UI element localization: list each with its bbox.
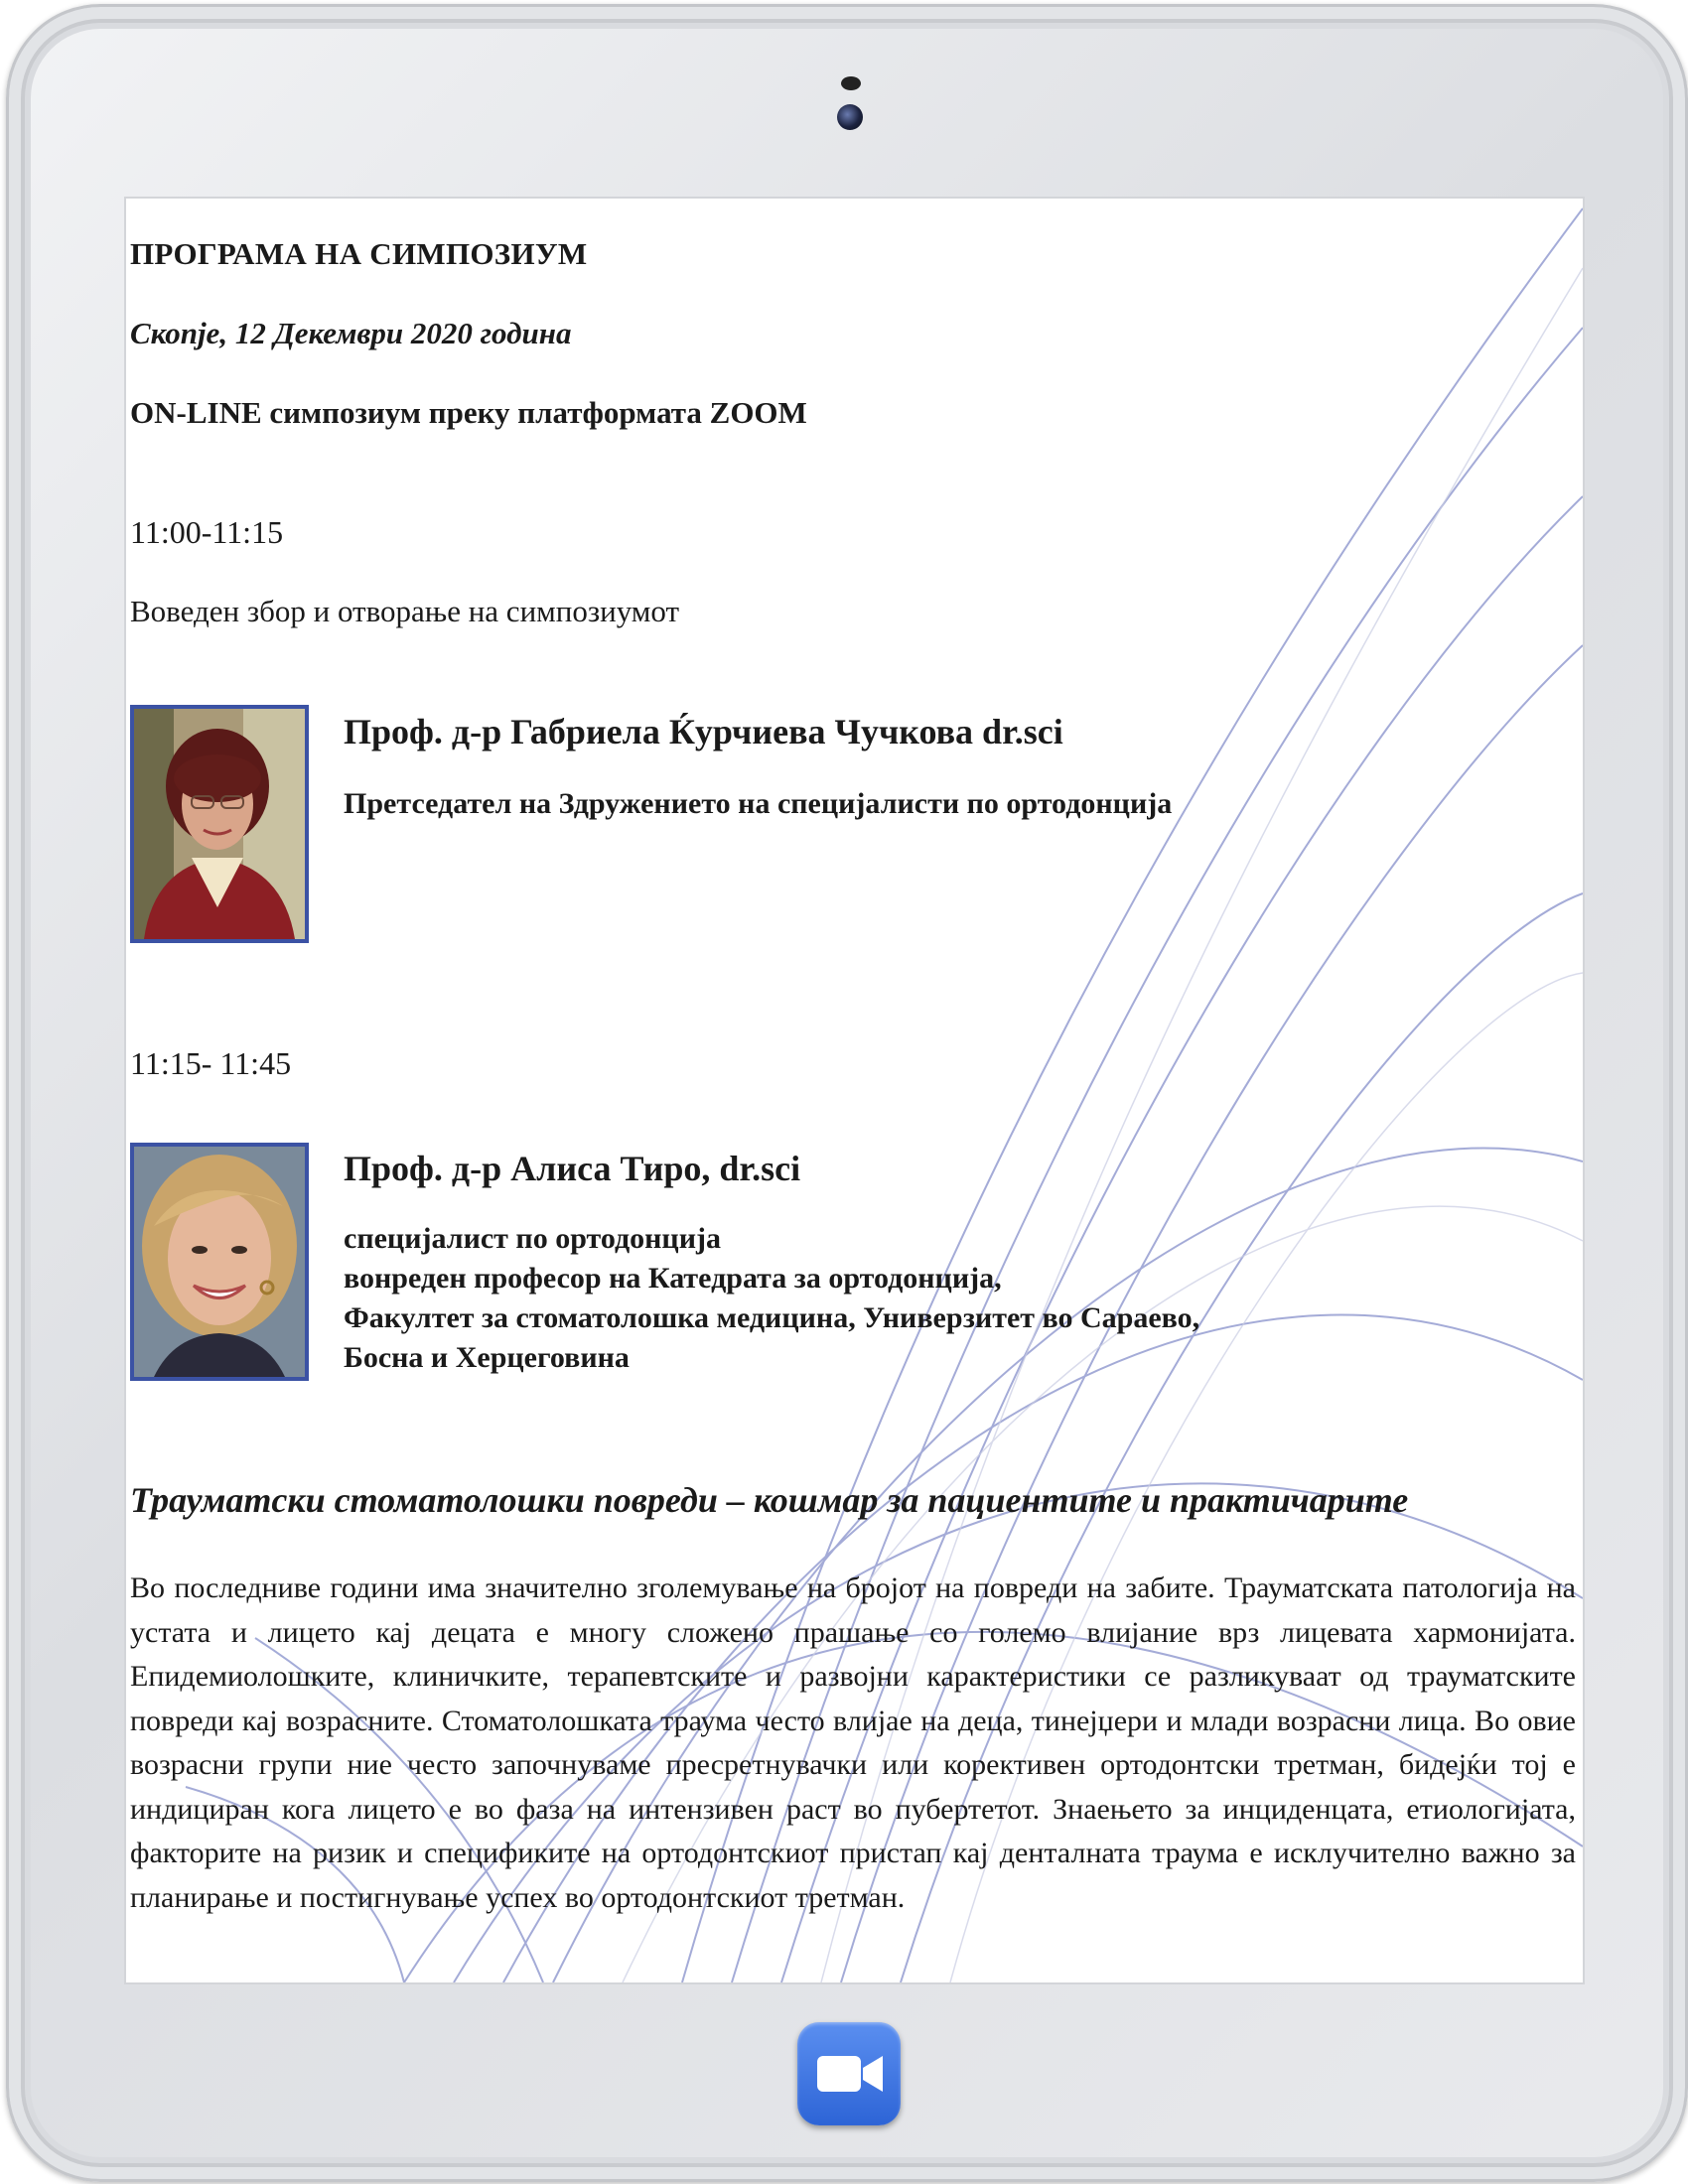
video-camera-icon — [797, 2022, 901, 2125]
session-2-time: 11:15- 11:45 — [130, 1045, 292, 1081]
speaker-1-portrait — [134, 709, 305, 939]
talk-abstract: Во последниве години има значително зголемување на бројот на повреди на забите. Трауматската патологија на устата и лицето кај децата е многу сложено прашање со големо влијание врз лицевата хармонијата. Епидемиолошките, клиничките, терапевтските и развојни карактеристики се разликуваат од трауматските повреди кај возрасните. Стоматолошката траума често влијае на деца, тинејџери и млади возрасни лица. Во овие возрасни групи ние често започнуваме пресретнувачки или корективен ортодонтски третман, бидејќи тој е индициран кога лицето е во фаза на интензивен раст во пубертетот. Знаењето за инциденцата, етиологијата, факторите на ризик и спецификите на ортодонтскиот пристап кај денталната траума е исклучително важно за планирање и постигнување успех во ортодонтскиот третман. — [130, 1571, 1576, 1914]
speaker-2-affiliation-1: специјалист по ортодонција — [344, 1222, 721, 1255]
speaker-2-name: Проф. д-р Алиса Тиро, dr.sci — [344, 1149, 801, 1188]
sensor-dot — [841, 76, 861, 90]
speaker-2-affiliation-4: Босна и Херцеговина — [344, 1341, 630, 1374]
speaker-2-photo — [130, 1143, 309, 1381]
zoom-app-button[interactable] — [797, 2022, 901, 2125]
front-camera — [837, 104, 863, 130]
program-date: Скопје, 12 Декември 2020 година — [130, 316, 572, 350]
speaker-2-affiliation-2: вонреден професор на Катедрата за ортодонција, — [344, 1262, 1002, 1295]
program-platform: ON-LINE симпозиум преку платформата ZOOM — [130, 395, 807, 430]
session-1-description: Воведен збор и отворање на симпозиумот — [130, 594, 680, 628]
program-title: ПРОГРАМА НА СИМПОЗИУМ — [130, 236, 588, 271]
speaker-1-photo — [130, 705, 309, 943]
speaker-1-name: Проф. д-р Габриела Ќурчиева Чучкова dr.sci — [344, 712, 1063, 751]
session-1-time: 11:00-11:15 — [130, 514, 284, 550]
speaker-1-role: Претседател на Здружението на специјалисти по ортодонција — [344, 787, 1173, 820]
talk-title: Трауматски стоматолошки повреди – кошмар за пациентите и практичарите — [130, 1480, 1409, 1520]
speaker-2-portrait — [134, 1147, 305, 1377]
tablet-frame — [6, 4, 1688, 2182]
tablet-screen — [126, 199, 1583, 1982]
speaker-2-affiliation-3: Факултет за стоматолошка медицина, Универзитет во Сараево, — [344, 1301, 1200, 1334]
